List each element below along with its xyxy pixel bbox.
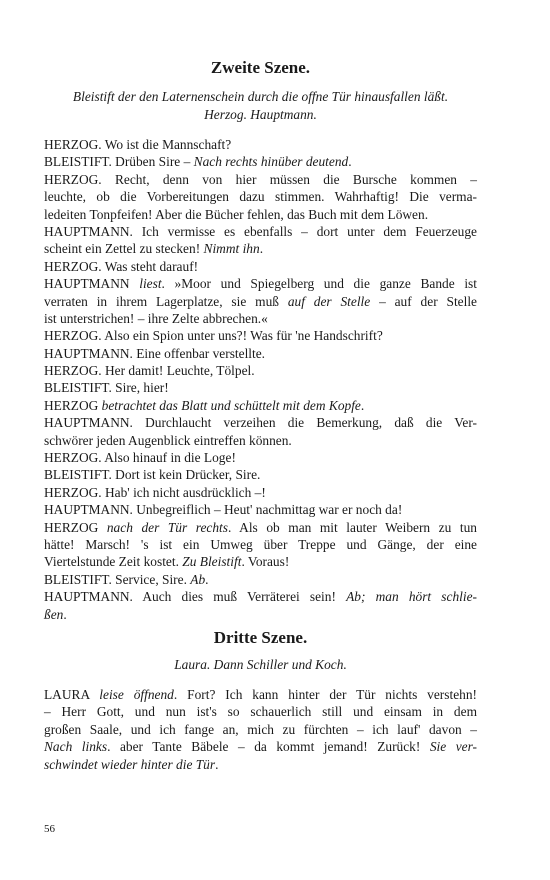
text-line [44, 449, 477, 466]
dialogue-text: großen Saale, und ich fange an, mich zu fürchten – ich lauf' davon – [44, 721, 477, 737]
text-line [44, 345, 477, 362]
stage-direction: Bleistift der den Laternenschein durch die offne Tür hinausfallen läßt. [72, 89, 449, 104]
text-line [44, 362, 477, 379]
text-line [44, 240, 477, 257]
dialogue-text: . [205, 571, 209, 587]
dialogue-text: . [215, 756, 219, 772]
dialogue-text: HAUPTMANN. Ich vermisse es ebenfalls – dort unter dem Feuerzeuge [44, 223, 477, 239]
stage-direction-inline: Nach links [44, 739, 108, 755]
stage-direction-inline: ßen [44, 606, 64, 622]
dialogue-text: HAUPTMANN. Auch dies muß Verräterei sein! [44, 589, 347, 605]
dialogue-text: . [63, 606, 67, 622]
dialogue-text: HERZOG. Was steht darauf! [44, 258, 199, 274]
dialogue-text: . [348, 154, 352, 170]
dialogue-text: HERZOG. Wo ist die Mannschaft? [44, 137, 232, 152]
text-line [44, 536, 477, 553]
dialogue-text: BLEISTIFT. Dort ist kein Drücker, Sire. [44, 467, 261, 483]
dialogue-text: – auf der Stelle [370, 293, 477, 309]
page-number: 56 [44, 823, 55, 835]
stage-direction-inline: Nimmt ihn [203, 241, 260, 257]
scene-heading: Zweite Szene. [210, 58, 311, 77]
dialogue-text: HAUPTMANN. Durchlaucht verzeihen die Bemerkung, daß die Ver- [44, 415, 477, 431]
stage-direction-inline: Ab; man hört schlie- [346, 589, 477, 605]
dialogue-text: HERZOG. Also ein Spion unter uns?! Was für 'ne Handschrift? [44, 328, 383, 344]
stage-direction-inline: Sie ver- [429, 739, 478, 755]
text-line [44, 756, 477, 773]
stage-direction-inline: schwindet wieder hinter die Tür [44, 756, 216, 772]
stage-direction-inline: leise öffnend [99, 687, 174, 702]
stage-direction-inline: liest [139, 276, 162, 292]
stage-direction-inline: Nach rechts hinüber deutend [193, 154, 349, 170]
text-line [44, 310, 477, 327]
stage-direction-inline: nach der Tür rechts [106, 519, 228, 535]
text-line [44, 519, 477, 536]
dialogue-text: . »Moor und Spiegelberg und die ganze Bande ist [161, 276, 477, 292]
text-line [44, 738, 477, 755]
text-line [44, 153, 477, 170]
text-line [44, 171, 477, 188]
dialogue-text: . [360, 397, 365, 413]
dialogue-text: ist unterstrichen! – ihre Zelte abbrechen.« [44, 310, 268, 326]
dialogue-text: HAUPTMANN [44, 276, 140, 292]
dialogue-text: HERZOG. Also hinauf in die Loge! [44, 450, 236, 466]
text-line [44, 275, 477, 292]
dialogue-text: – Herr Gott, und nun ist's so schauerlich still und einsam in dem [44, 704, 477, 720]
dialogue-text: HERZOG. Recht, denn von hier müssen die Bursche kommen – [44, 171, 477, 187]
dialogue-text: scheint ein Zettel zu stecken! [44, 241, 204, 257]
scene-2-header [44, 58, 477, 123]
scene-2-dialogue [44, 136, 477, 623]
text-line [44, 379, 477, 396]
dialogue-text: . aber Tante Bäbele – da kommt jemand! Zurück! [107, 739, 430, 755]
scene-3-header [44, 628, 477, 674]
text-line [44, 432, 477, 449]
dialogue-text: LAURA [44, 687, 100, 702]
text-line [44, 686, 477, 703]
dialogue-text: HAUPTMANN. Eine offenbar verstellte. [44, 345, 266, 361]
text-line [44, 397, 477, 414]
stage-direction-inline: auf der Stelle [287, 293, 371, 309]
dialogue-text: HAUPTMANN. Unbegreiflich – Heut' nachmittag war er noch da! [44, 502, 403, 518]
text-line [44, 136, 477, 153]
text-line [44, 501, 477, 518]
text-line [44, 223, 477, 240]
scene-heading: Dritte Szene. [213, 628, 308, 647]
text-line [44, 703, 477, 720]
stage-direction-inline: Zu Bleistift [182, 554, 242, 570]
text-line [44, 258, 477, 275]
dialogue-text: BLEISTIFT. Drüben Sire – [44, 154, 194, 170]
text-line [44, 466, 477, 483]
dialogue-text: BLEISTIFT. Sire, hier! [44, 380, 169, 396]
text-line [44, 206, 477, 223]
text-line [44, 188, 477, 205]
dialogue-text: HERZOG [44, 397, 102, 413]
text-line [44, 414, 477, 431]
text-line [44, 721, 477, 738]
text-line [44, 571, 477, 588]
dialogue-text: ledeiten Tonpfeifen! Aber die Bücher fehlen, das Buch mit dem Löwen. [44, 206, 429, 222]
dialogue-text: schwörer jeden Augenblick eintreffen können. [44, 432, 292, 448]
character-list: Laura. Dann Schiller und Koch. [174, 657, 347, 672]
text-line [44, 293, 477, 310]
stage-direction-inline: Ab [190, 571, 206, 587]
character-list: Herzog. Hauptmann. [204, 106, 317, 122]
scene-3-dialogue [44, 686, 477, 773]
text-line [44, 484, 477, 501]
text-line [44, 588, 477, 605]
dialogue-text: . Voraus! [241, 554, 290, 570]
dialogue-text: BLEISTIFT. Service, Sire. [44, 571, 191, 587]
dialogue-text: . Fort? Ich kann hinter der Tür nichts verstehn! [173, 687, 477, 702]
text-line [44, 606, 477, 623]
dialogue-text: hätte! Marsch! 's ist ein Umweg über Treppe und Gänge, der eine [44, 536, 477, 552]
dialogue-text: Viertelstunde Zeit kostet. [44, 554, 183, 570]
dialogue-text: leuchte, ob die Vorbereitungen dazu stimmen. Wahrhaftig! Die verma- [44, 189, 477, 205]
text-line [44, 553, 477, 570]
dialogue-text: . Als ob man mit lauter Weibern zu tun [228, 519, 477, 535]
text-line [44, 327, 477, 344]
dialogue-text: . [259, 241, 264, 257]
dialogue-text: HERZOG. Her damit! Leuchte, Tölpel. [44, 363, 255, 379]
dialogue-text: HERZOG [44, 519, 107, 535]
stage-direction-inline: betrachtet das Blatt und schüttelt mit dem Kopfe [101, 397, 361, 413]
dialogue-text: HERZOG. Hab' ich nicht ausdrücklich –! [44, 484, 266, 500]
dialogue-text: verraten in ihrem Lagerplatze, sie muß [44, 293, 288, 309]
